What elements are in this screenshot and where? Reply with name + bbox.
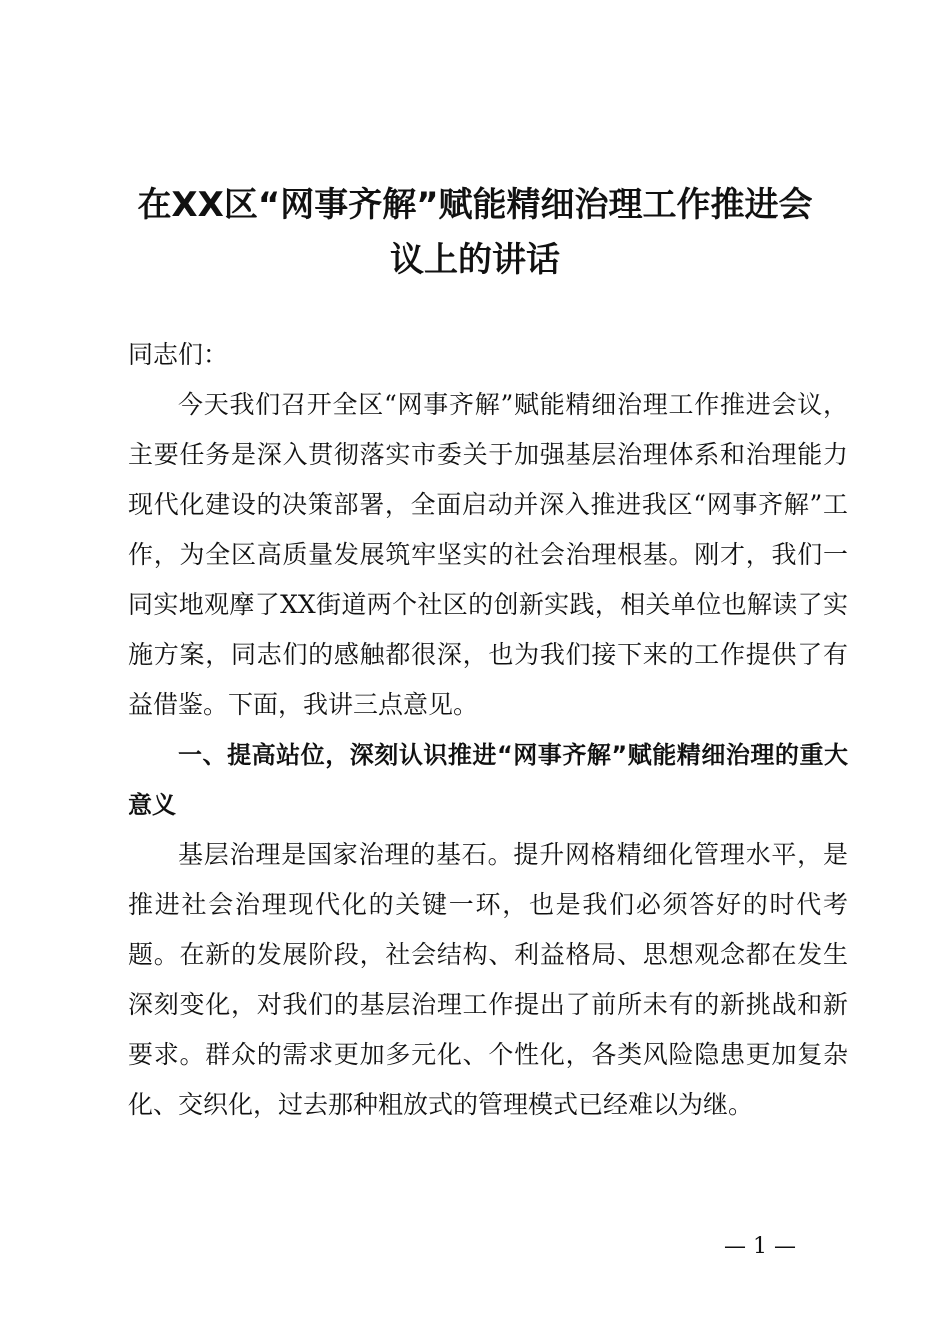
document-body xyxy=(128,330,848,1130)
page-number: — 1 — xyxy=(724,1234,796,1259)
title-line-1: 在XX区“网事齐解”赋能精细治理工作推进会 xyxy=(137,185,813,225)
salutation: 同志们： xyxy=(128,340,229,369)
paragraph-1: 今天我们召开全区“网事齐解”赋能精细治理工作推进会议，主要任务是深入贯彻落实市委关于加强基层治理体系和治理能力现代化建设的决策部署，全面启动并深入推进我区“网事齐解”工作，为全区高质量发展筑牢坚实的社会治理根基。刚才，我们一同实地观摩了XX街道两个社区的创新实践，相关单位也解读了实施方案，同志们的感触都很深，也为我们接下来的工作提供了有益借鉴。下面，我讲三点意见。 xyxy=(128,390,848,719)
section-heading-1: 一、提高站位，深刻认识推进“网事齐解”赋能精细治理的重大意义 xyxy=(128,741,848,819)
title-line-2: 议上的讲话 xyxy=(390,240,560,280)
paragraph-2: 基层治理是国家治理的基石。提升网格精细化管理水平，是推进社会治理现代化的关键一环，也是我们必须答好的时代考题。在新的发展阶段，社会结构、利益格局、思想观念都在发生深刻变化，对我们的基层治理工作提出了前所未有的新挑战和新要求。群众的需求更加多元化、个性化，各类风险隐患更加复杂化、交织化，过去那种粗放式的管理模式已经难以为继。 xyxy=(128,840,848,1119)
document-title xyxy=(110,178,840,288)
